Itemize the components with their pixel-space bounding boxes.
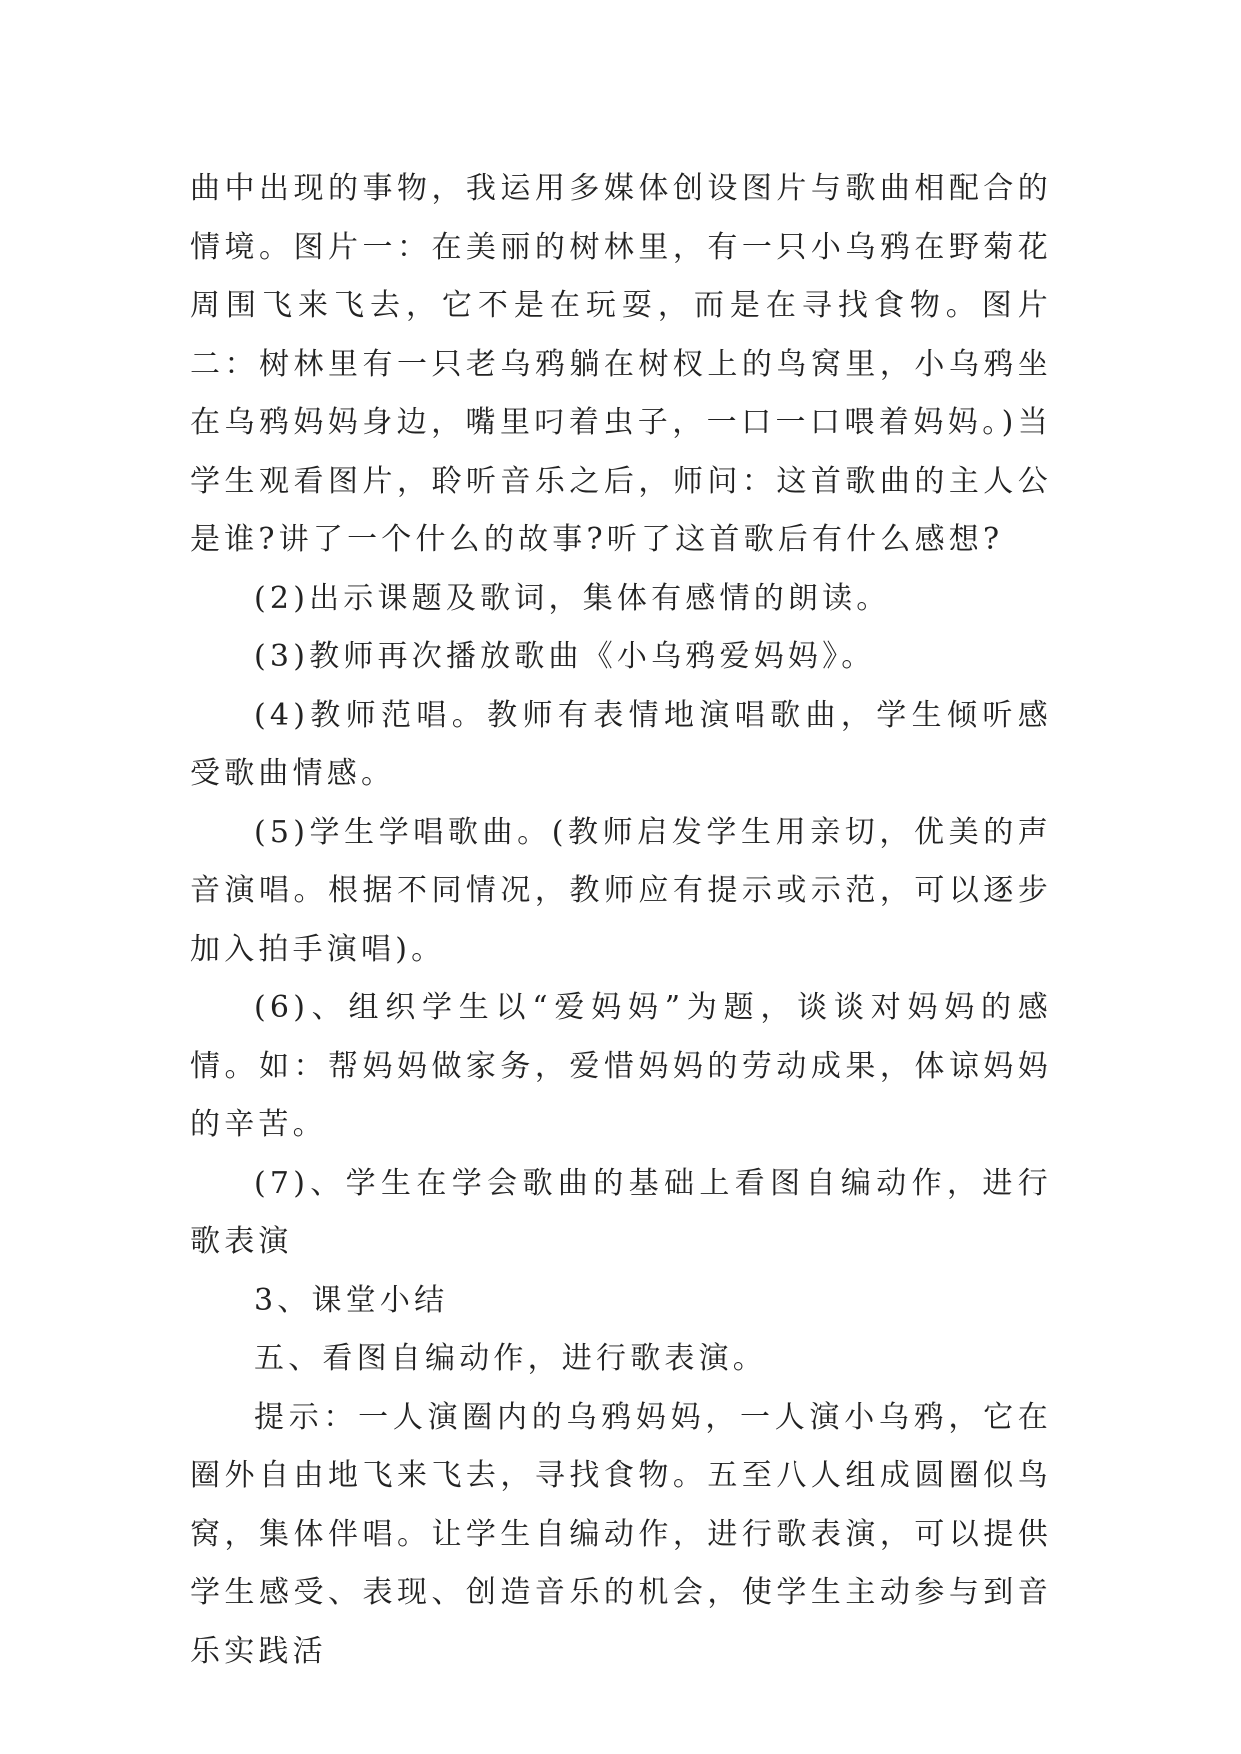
paragraph-hint: 提示：一人演圈内的乌鸦妈妈，一人演小乌鸦，它在圈外自由地飞来飞去，寻找食物。五至八人组成圆圈似鸟窝，集体伴唱。让学生自编动作，进行歌表演，可以提供学生感受、表现、创造音乐的机会，使学生主动参与到音乐实践活 <box>190 1399 1052 1669</box>
paragraph-step-5: (5)学生学唱歌曲。(教师启发学生用亲切，优美的声音演唱。根据不同情况，教师应有提示或示范，可以逐步加入拍手演唱)。 <box>190 814 1052 967</box>
paragraph-step-3: (3)教师再次播放歌曲《小乌鸦爱妈妈》。 <box>254 639 876 674</box>
paragraph-step-2: (2)出示课题及歌词，集体有感情的朗读。 <box>254 580 891 616</box>
paragraph-continuation: 曲中出现的事物，我运用多媒体创设图片与歌曲相配合的情境。图片一：在美丽的树林里，有一只小乌鸦在野菊花周围飞来飞去，它不是在玩耍，而是在寻找食物。图片二：树林里有一只老乌鸦躺在树杈上的鸟窝里，小乌鸦坐在乌鸦妈妈身边，嘴里叼着虫子，一口一口喂着妈妈。)当学生观看图片，聆听音乐之后，师问：这首歌曲的主人公是谁?讲了一个什么的故事?听了这首歌后有什么感想? <box>190 171 1052 557</box>
paragraph-step-7: (7)、学生在学会歌曲的基础上看图自编动作，进行歌表演 <box>190 1165 1052 1259</box>
document-body <box>190 160 1052 1681</box>
paragraph-step-4: (4)教师范唱。教师有表情地演唱歌曲，学生倾听感受歌曲情感。 <box>190 697 1052 791</box>
section-heading-summary: 3、课堂小结 <box>254 1282 449 1318</box>
section-heading-performance: 五、看图自编动作，进行歌表演。 <box>254 1341 767 1376</box>
paragraph-step-6: (6)、组织学生以“爱妈妈”为题，谈谈对妈妈的感情。如：帮妈妈做家务，爱惜妈妈的劳动成果，体谅妈妈的辛苦。 <box>190 990 1052 1142</box>
